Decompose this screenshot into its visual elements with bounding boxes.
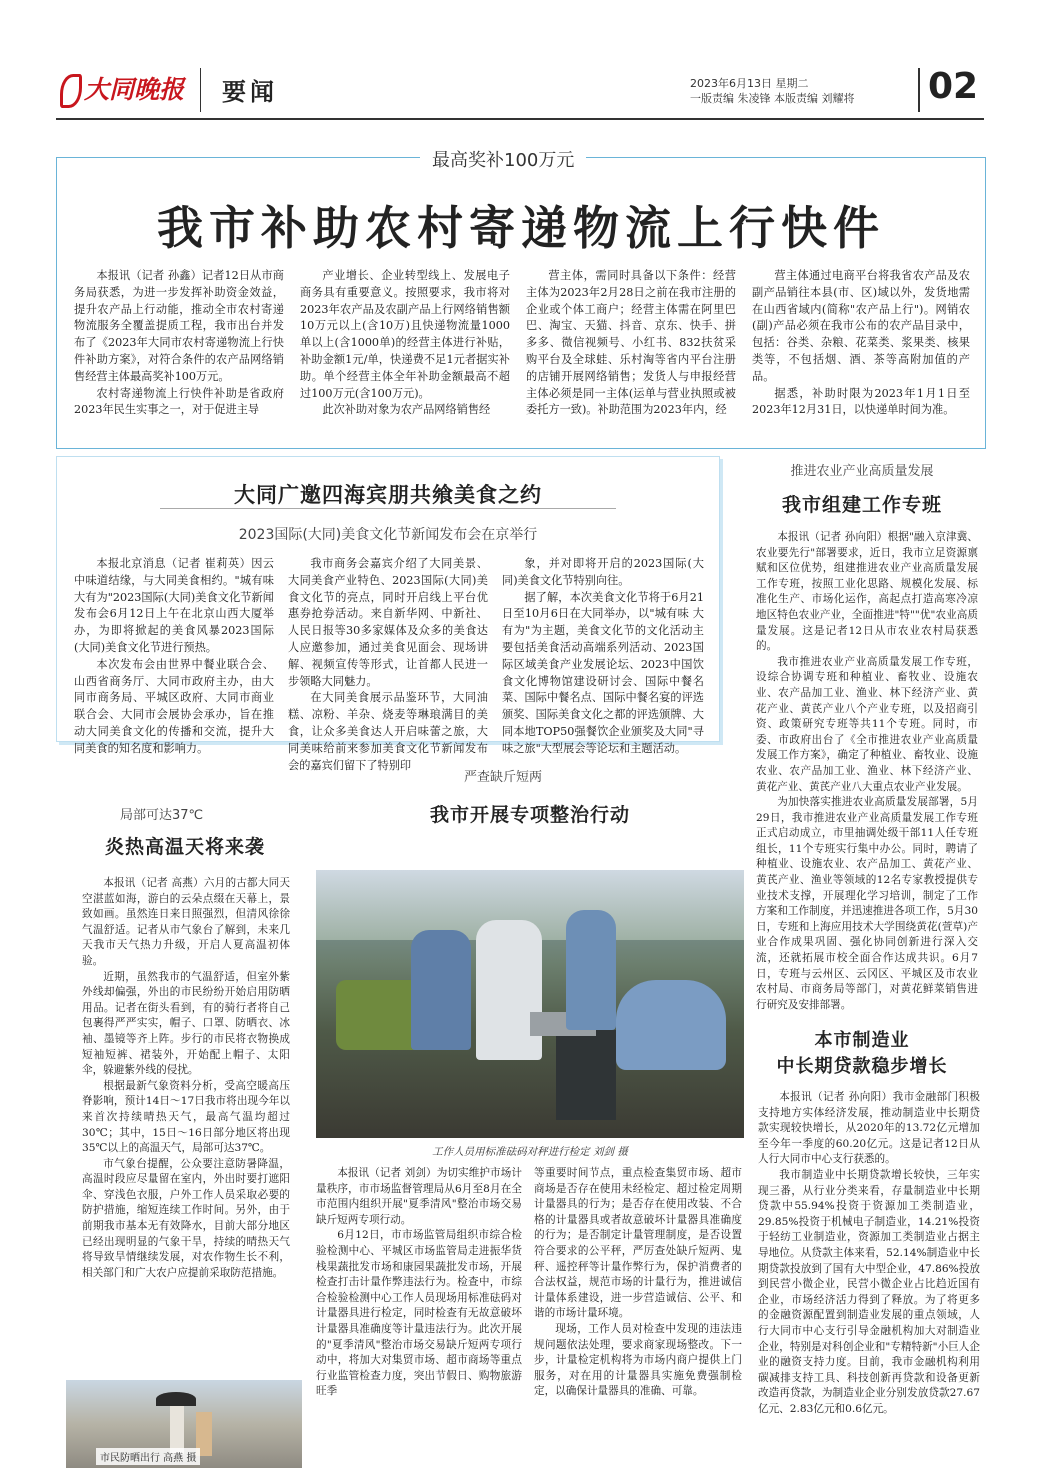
heat-photo-caption: 市民防晒出行 高燕 摄 (96, 1448, 200, 1465)
paragraph: 本报讯（记者 孙鑫）记者12日从市商务局获悉，为进一步发挥补助资金效益，提升农产品上行动能，推动全市农村寄递物流服务全覆盖提质工程，我市出台并发布了《2023年大同市农村寄递物流上行快件补助方案》，对符合条件的农产品网络销售经营主体最高奖补100万元。 (74, 269, 284, 383)
heat-kicker: 局部可达37℃ (120, 808, 204, 823)
paragraph: 本次发布会由世界中餐业联合会、山西省商务厅、大同市政府主办，由大同市商务局、平城区政府、大同市商业联合会、大同市会展协会承办，旨在推动大同美食文化的传播和交流，提升大同美食的知名度和影响力。 (74, 657, 274, 755)
paragraph: 我市制造业中长期贷款增长较快，三年实现三番，从行业分类来看，存量制造业中长期贷款中55.94%投资于资源加工类制造业，29.85%投资于机械电子制造业，14.21%投资于轻纺工业制造业，资源加工类制造业占据主导地位。从贷款主体来看，52.14%制造业中长期贷款投放到了国有大中型企业，47.86%投放到民营小微企业，民营小微企业占比趋近国有企业，市场经济活力得到了释放。为了将更多的金融资源配置到制造业发展的重点领域，人行大同市中心支行引导金融机构加大对制造业企业，特别是对科创企业和"专精特新"小巨人企业的融资支持力度。目前，我市金融机构利用碳减排支持工具、科技创新再贷款和设备更新改造再贷款，为制造业企业分别发放贷款27.67亿元、2.83亿元和0.6亿元。 (758, 1168, 980, 1415)
loan-headline-line1: 本市制造业 (814, 1030, 910, 1051)
paragraph: 本报讯（记者 孙向阳）根据"融入京津冀、农业要先行"部署要求，近日，我市立足资源禀赋和区位优势，组建推进农业产业高质量发展工作专班，按照工业化思路、规模化发展、标准化生产、市场化运作，高起点打造高寒冷凉地区特色农业产业，全面推进"特""优"农业高质量发展。这是记者12日从市农业农村局获悉的。 (756, 531, 978, 653)
paragraph: 6月12日，市市场监管局组织市综合检验检测中心、平城区市场监管局走进振华货栈果蔬批发市场和康园果蔬批发市场，开展检查打击计量作弊违法行为。检查中，市综合检验检测中心工作人员现场用标准砝码对计量器具进行检定，同时检查有无故意破坏计量器具准确度等计量违法行为。此次开展的"夏季清风"整治市场交易缺斤短两专项行动中，将加大对集贸市场、超市商场等重点行业监管检查力度，突出节假日、购物旅游旺季 (316, 1229, 522, 1398)
paragraph: 营主体通过电商平台将我省农产品及农副产品销往本县(市、区)域以外，发货地需在山西省域内(简称"农产品上行")。网销农(副)产品必须在我市公布的农产品目录中，包括：谷类、杂粮、花菜类、浆果类、核果类等，不包括烟、酒、茶等高附加值的产品。 (752, 269, 970, 383)
food-subtitle: 2023国际(大同)美食文化节新闻发布会在京举行 (238, 527, 538, 543)
paragraph: 我市推进农业产业高质量发展工作专班，设综合协调专班和种植业、畜牧业、设施农业、农产品加工业、渔业、林下经济产业、黄花产业、黄芪产业八个产业专班，以及招商引资、政策研究专班等共11个专班。同时，市委、市政府出台了《全市推进农业产业高质量发展工作方案》，确定了种植业、畜牧业、设施农业、农产品加工业、渔业、林下经济产业、黄花产业、黄芪产业八大重点农业产业发展。 (756, 655, 978, 793)
lead-column-2 (300, 268, 510, 419)
header-rule (56, 118, 984, 120)
header-divider (200, 68, 201, 112)
lead-column-4 (752, 268, 970, 419)
inspection-photo (316, 870, 744, 1138)
page-number: 02 (928, 66, 979, 107)
paragraph: 产业增长、企业转型线上、发展电子商务具有重要意义。按照要求，我市将对2023年农产品及农副产品上行网络销售额10万元以上(含10万)且快递物流量1000单以上(含1000单)的经营主体进行补贴，补助金额1元/单，快递费不足1元者据实补助。单个经营主体全年补助金额最高不超过100万元(含100万元)。 (300, 269, 510, 400)
logo-mark-icon (60, 74, 82, 108)
weighing-scale (556, 1030, 616, 1120)
lead-kicker: 最高奖补100万元 (420, 146, 586, 172)
food-column-3 (502, 556, 704, 758)
paragraph: 现场，工作人员对检查中发现的违法违规问题依法处理，要求商家现场整改。下一步，计量检定机构将为市场内商户提供上门服务，对在用的计量器具实施免费强制检定，以确保计量器具的准确、可靠。 (534, 1322, 742, 1398)
lead-column-1 (74, 268, 284, 419)
inspector-figure (566, 910, 616, 1030)
agri-headline: 我市组建工作专班 (781, 494, 942, 516)
paragraph: 市气象台提醒，公众要注意防暑降温，高温时段应尽量留在室内，外出时要打遮阳伞、穿浅色衣服，户外工作人员采取必要的防护措施，缩短连续工作时间。另外，由于前期我市基本无有效降水，目前大部分地区已经出现明显的气象干旱，持续的晴热天气将导致旱情继续发展，对农作物生长不利，相关部门和广大农户应提前采取防范措施。 (82, 1157, 290, 1279)
scale-headline: 我市开展专项整治行动 (429, 804, 630, 826)
vendor-figure (476, 920, 542, 1060)
paragraph: 在大同美食展示品鉴环节，大同油糕、凉粉、羊杂、烧麦等琳琅满目的美食，让众多美食达人开启味蕾之旅，大同美味给前来参加美食文化节新闻发布会的嘉宾们留下了特别印 (288, 691, 488, 772)
inspector-figure (616, 980, 726, 1070)
newspaper-logo (60, 66, 195, 114)
food-column-2 (288, 556, 488, 774)
paragraph: 本报讯（记者 高燕）六月的古都大同天空湛蓝如海，游白的云朵点缀在天幕上，景致如画。虽然连日来日照强烈，但清风徐徐气温舒适。记者从市气象台了解到，未来几天我市天气热力升级，开启人夏高温初体验。 (82, 877, 290, 967)
paragraph: 农村寄递物流上行快件补助是省政府2023年民生实事之一，对于促进主导 (74, 386, 284, 417)
lead-headline: 我市补助农村寄递物流上行快件 (157, 201, 885, 255)
header-info (690, 76, 855, 106)
food-rule (160, 508, 616, 509)
scale-kicker: 严查缺斤短两 (464, 770, 543, 785)
umbrella-icon (156, 1392, 196, 1406)
paragraph: 本报北京消息（记者 崔莉英）因云中味道结缘，与大同美食相约。"城有味 大有为"2023国际(大同)美食文化节新闻发布会6月12日上午在北京山西大厦举办，为即将掀起的美食风暴2023国际(大同)美食文化节进行预热。 (74, 557, 274, 654)
lead-column-3 (526, 268, 736, 419)
paragraph: 据悉，补助时限为2023年1月1日至2023年12月31日，以快递单时间为准。 (752, 386, 970, 417)
paragraph: 据了解，本次美食文化节将于6月21日至10月6日在大同举办，以"城有味 大有为"为主题，美食文化节的文化活动主要包括美食活动高端系列活动、2023国际区域美食产业发展论坛、2023中国饮食文化博物馆建设研讨会、国际中餐名菜、国际中餐名点、国际中餐名宴的评选颁奖、国际美食文化之都的评选颁牌、大同本地TOP50强餐饮企业颁奖及大同"寻味之旅"大型展会等论坛和主题活动。 (502, 590, 704, 755)
paragraph: 本报讯（记者 孙向阳）我市金融部门积极支持地方实体经济发展，推动制造业中长期贷款实现较快增长，从2020年的13.72亿元增加至今年一季度的60.20亿元。这是记者12日从人行大同市中心支行获悉的。 (758, 1091, 980, 1166)
scale-column-1 (316, 1166, 522, 1400)
food-headline: 大同广邀四海宾朋共飨美食之约 (234, 483, 542, 507)
loan-body (758, 1090, 980, 1417)
paragraph: 我市商务会嘉宾介绍了大同美景、大同美食产业特色、2023国际(大同)美食文化节的亮点，同时开启线上平台优惠券抢券活动。来自新华网、中新社、人民日报等30多家媒体及众多的美食达人应邀参加，通过美食见面会、现场讲解、视频宣传等形式，让首都人民进一步领略大同魅力。 (288, 557, 488, 688)
page-divider (918, 68, 920, 112)
section-title: 要闻 (222, 78, 278, 106)
inspector-figure (411, 930, 471, 1050)
heat-headline: 炎热高温天将来袭 (104, 836, 265, 858)
paragraph: 象，并对即将开启的2023国际(大同)美食文化节特别向往。 (502, 557, 704, 587)
agri-body (756, 530, 978, 1013)
agri-kicker: 推进农业产业高质量发展 (790, 464, 934, 479)
editors-line: 一版责编 朱凌锋 本版责编 刘耀将 (690, 92, 855, 105)
paragraph: 等重要时间节点，重点检查集贸市场、超市商场是否存在使用未经检定、超过检定周期计量器具的行为；是否存在使用改装、不合格的计量器具或者故意破坏计量器具准确度的行为；是否制定计量管理制度，是否设置符合要求的公平秤，严厉查处缺斤短两、鬼秤、遥控秤等计量作弊行为，保护消费者的合法权益，规范市场的计量行为，推进诚信计量体系建设，进一步营造诚信、公平、和谐的市场计量环境。 (534, 1167, 742, 1320)
heat-body (82, 876, 290, 1281)
paragraph: 根据最新气象资料分析，受高空暖高压脊影响，预计14日～17日我市将出现今年以来首次持续晴热天气，最高气温均超过30℃；其中，15日～16日部分地区将出现35℃以上的高温天气，局部可达37℃。 (82, 1079, 290, 1155)
pedestrian-figure (170, 1406, 184, 1454)
paragraph: 近期，虽然我市的气温舒适，但室外紫外线却偏强，外出的市民纷纷开始启用防晒用品。记者在街头看到，有的骑行者将自己包裹得严严实实，帽子、口罩、防晒衣、冰袖、墨镜等齐上阵。步行的市民将衣物换成短袖短裤、裙装外，开始配上帽子、太阳伞，躲避紫外线的侵扰。 (82, 970, 290, 1077)
logo-text: 大同晚报 (84, 75, 185, 104)
food-column-1 (74, 556, 274, 758)
paragraph: 营主体，需同时具备以下条件：经营主体为2023年2月28日之前在我市注册的企业或个体工商户；经营主体需在阿里巴巴、淘宝、天猫、抖音、京东、快手、拼多多、微信视频号、小红书、832扶贫采购平台及全球蛙、乐村淘等省内平台注册的店铺开展网络销售；发货人与申报经营主体必须是同一主体(运单与营业执照或被委托方一致)。补助范围为2023年内，经 (526, 269, 736, 417)
scale-column-2 (534, 1166, 742, 1400)
issue-date: 2023年6月13日 星期二 (690, 77, 809, 90)
heat-photo (66, 1380, 302, 1468)
paragraph: 本报讯（记者 刘剑）为切实维护市场计量秩序，市市场监督管理局从6月至8月在全市范围内组织开展"夏季清风"整治市场交易缺斤短两专项行动。 (316, 1167, 522, 1226)
loan-headline-line2: 中长期贷款稳步增长 (776, 1056, 948, 1077)
inspection-photo-caption: 工作人员用标准砝码对秤进行检定 刘剑 摄 (432, 1146, 628, 1158)
paragraph: 为加快落实推进农业高质量发展部署，5月29日，我市推进农业产业高质量发展工作专班正式启动成立，市里抽调处级干部11人任专班组长，11个专班实行集中办公。同时，聘请了种植业、设施农业、农产品加工、黄花产业、黄芪产业、渔业等领域的12名专家教授提供专业技术支撑，开展理化学习培训，制定了工作方案和工作制度，并迅速推进各项工作，5月30日，专班和上海应用技术大学围绕黄花(萱草)产业合作成果巩固、强化协同创新进行深入交流，还就拓展市校全面合作达成共识。6月7日，专班与云州区、云冈区、平城区及市农业农村局、市商务局等部门，对黄花鲜菜销售进行研究及安排部署。 (756, 796, 978, 1011)
paragraph: 此次补助对象为农产品网络销售经 (322, 403, 491, 417)
